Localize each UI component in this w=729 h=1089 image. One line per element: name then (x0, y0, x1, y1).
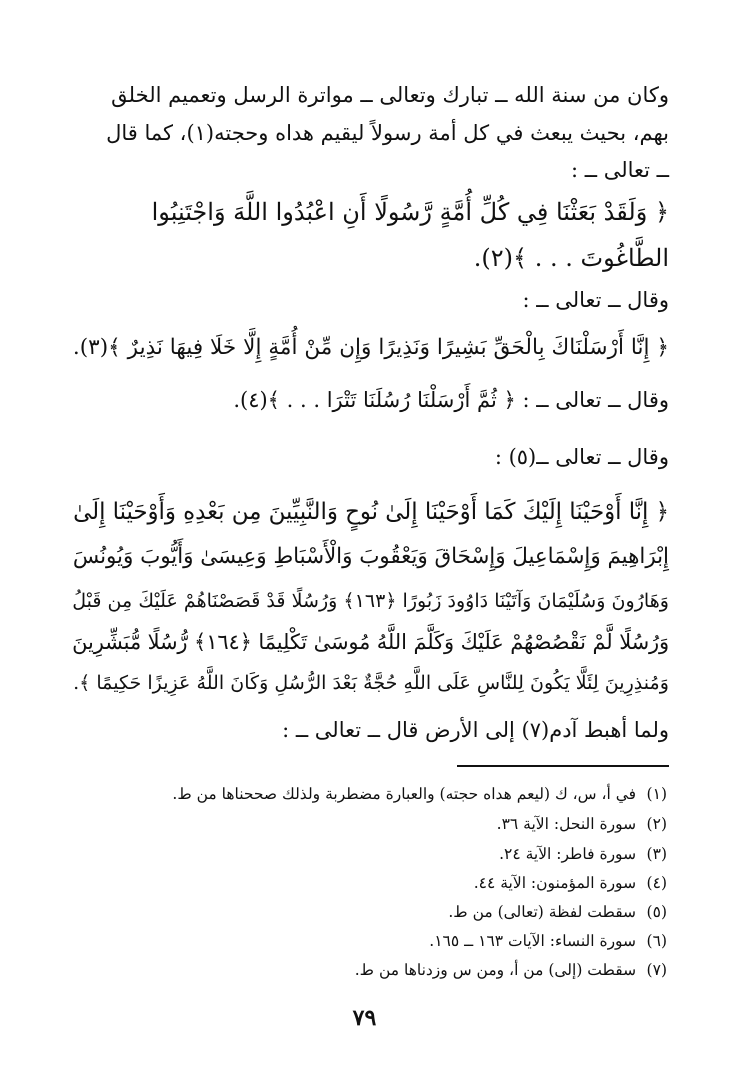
footnote-number: (٣) (646, 845, 667, 863)
footnote-2 (497, 813, 667, 835)
footnote-3 (499, 843, 667, 865)
footnote-text: في أ، س، ك (ليعم هداه حجته) والعبارة مضطربة ولذلك صححناها من ط. (172, 785, 637, 803)
body-line-7: ولما أهبط آدم(٧) إلى الأرض قال ــ تعالى ــ : (282, 718, 669, 742)
footnote-number: (٤) (646, 874, 667, 892)
quran-verse-line-8: وَمُنذِرِينَ لِئَلَّا يَكُونَ لِلنَّاسِ عَلَى اللَّهِ حُجَّةٌ بَعْدَ الرُّسُلِ وَكَانَ اللَّهُ عَزِيزًا حَكِيمًا ﴾. (73, 671, 669, 694)
body-line-2: بهم، بحيث يبعث في كل أمة رسولاً ليقيم هداه وحجته(١)، كما قال (106, 121, 669, 145)
footnote-text: سورة المؤمنون: الآية ٤٤. (473, 874, 637, 892)
footnote-number: (١) (646, 785, 667, 803)
footnote-number: (٧) (646, 961, 667, 979)
quran-verse-line-6: وَهَارُونَ وَسُلَيْمَانَ وَآتَيْنَا دَاوُودَ زَبُورًا ﴿١٦٣﴾ وَرُسُلًا قَدْ قَصَصْنَاهُمْ عَلَيْكَ مِن قَبْلُ (72, 590, 669, 612)
footnote-number: (٦) (646, 932, 667, 950)
quran-verse-line-1: ﴿ وَلَقَدْ بَعَثْنَا فِي كُلِّ أُمَّةٍ رَّسُولًا أَنِ اعْبُدُوا اللَّهَ وَاجْتَنِبُوا (151, 198, 669, 226)
body-line-4: وقال ــ تعالى ــ : (522, 288, 669, 312)
footnote-number: (٢) (646, 815, 667, 833)
footnote-7 (355, 959, 667, 981)
quran-verse-line-4: ﴿ إِنَّا أَوْحَيْنَا إِلَيْكَ كَمَا أَوْحَيْنَا إِلَىٰ نُوحٍ وَالنَّبِيِّينَ مِن بَعْدِهِ وَأَوْحَيْنَا إِلَىٰ (73, 499, 669, 525)
quran-verse-line-7: وَرُسُلًا لَّمْ نَقْصُصْهُمْ عَلَيْكَ وَكَلَّمَ اللَّهُ مُوسَىٰ تَكْلِيمًا ﴿١٦٤﴾ رُّسُلًا مُّبَشِّرِينَ (72, 630, 669, 654)
page-number: ٧٩ (352, 1005, 377, 1031)
quran-verse-line-3: ﴿ إِنَّا أَرْسَلْنَاكَ بِالْحَقِّ بَشِيرًا وَنَذِيرًا وَإِن مِّنْ أُمَّةٍ إِلَّا خَلَا فِيهَا نَذِيرٌ ﴾(٣). (72, 335, 669, 360)
body-line-6: وقال ــ تعالى ــ(٥) : (494, 445, 669, 469)
body-line-3: ــ تعالى ــ : (571, 158, 669, 182)
footnote-4 (474, 872, 667, 894)
footnote-text: سقطت (إلى) من أ، ومن س وزدناها من ط. (354, 961, 637, 979)
footnote-separator (457, 765, 669, 767)
body-line-1: وكان من سنة الله ــ تبارك وتعالى ــ مواترة الرسل وتعميم الخلق (111, 83, 669, 107)
footnote-6 (429, 930, 667, 952)
body-line-5: وقال ــ تعالى ــ : ﴿ ثُمَّ أَرْسَلْنَا رُسُلَنَا تَتْرَا . . . ﴾(٤). (233, 388, 669, 412)
footnote-1 (172, 783, 667, 805)
footnote-number: (٥) (646, 903, 667, 921)
quran-verse-line-5: إِبْرَاهِيمَ وَإِسْمَاعِيلَ وَإِسْحَاقَ وَيَعْقُوبَ وَالْأَسْبَاطِ وَعِيسَىٰ وَأَيُّوبَ وَيُونُسَ (72, 544, 669, 569)
footnote-5 (448, 901, 667, 923)
footnote-text: سورة النساء: الآيات ١٦٣ ــ ١٦٥. (429, 932, 637, 950)
footnote-text: سقطت لفظة (تعالى) من ط. (448, 903, 637, 921)
quran-verse-line-2: الطَّاغُوتَ . . . ﴾(٢). (473, 244, 669, 272)
footnote-text: سورة النحل: الآية ٣٦. (496, 815, 637, 833)
footnote-text: سورة فاطر: الآية ٢٤. (499, 845, 637, 863)
